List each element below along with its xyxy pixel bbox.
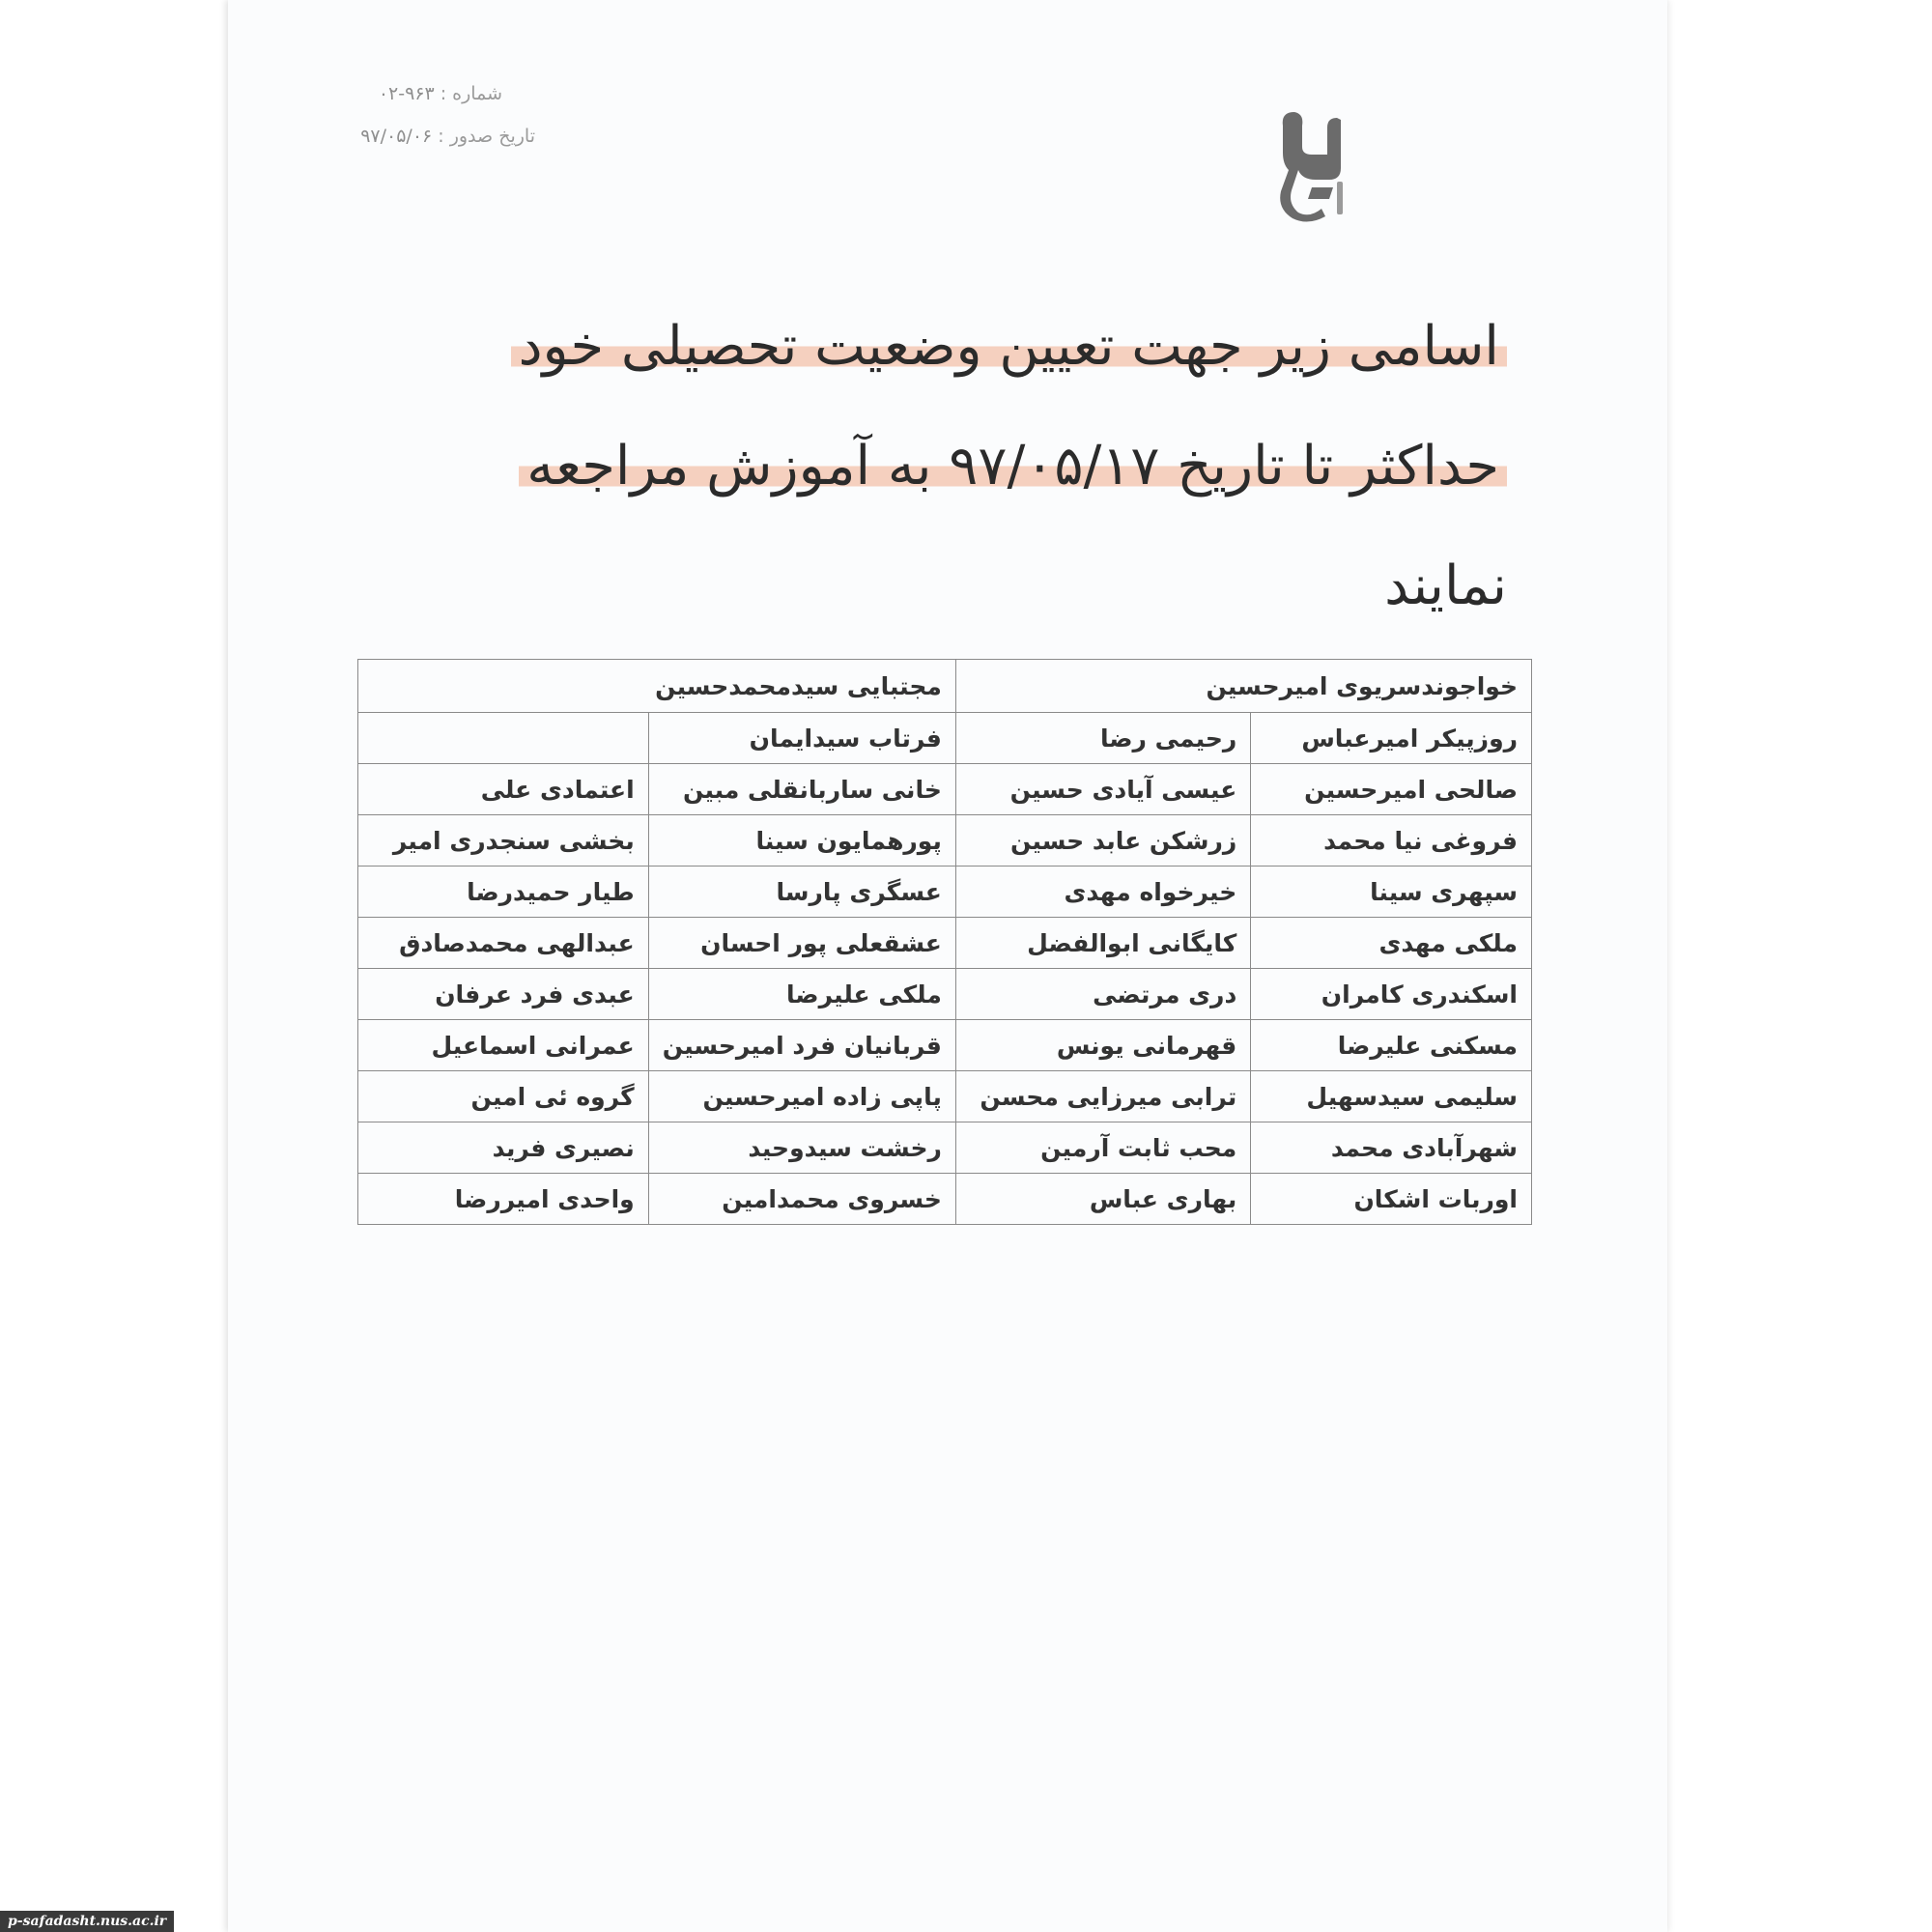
table-row: [358, 660, 1532, 713]
issue-date: [360, 126, 535, 147]
table-cell: عسگری پارسا: [648, 867, 955, 918]
table-cell: فروغی نیا محمد: [1251, 815, 1532, 867]
table-row: [358, 1122, 1532, 1174]
table-cell: ملکی مهدی: [1251, 918, 1532, 969]
table-cell: کایگانی ابوالفضل: [955, 918, 1250, 969]
table-cell: مجتبایی سیدمحمدحسین: [358, 660, 956, 713]
table-row: [358, 764, 1532, 815]
table-cell: گروه ئی امین: [358, 1071, 649, 1122]
letter-number: [379, 83, 502, 104]
table-row: [358, 713, 1532, 764]
table-cell: عبدی فرد عرفان: [358, 969, 649, 1020]
site-url-badge: p-safadasht.nus.ac.ir: [0, 1911, 174, 1932]
table-cell: بخشی سنجدری امیر: [358, 815, 649, 867]
table-cell: محب ثابت آرمین: [955, 1122, 1250, 1174]
announcement-line-3: نمایند: [1384, 554, 1507, 617]
table-cell: قهرمانی یونس: [955, 1020, 1250, 1071]
table-row: [358, 969, 1532, 1020]
announcement-line-2: حداکثر تا تاریخ ۹۷/۰۵/۱۷ به آموزش مراجعه: [519, 435, 1507, 497]
table-cell: خانی ساربانقلی مبین: [648, 764, 955, 815]
table-cell: ترابی میرزایی محسن: [955, 1071, 1250, 1122]
table-row: [358, 815, 1532, 867]
letter-number-label: شماره :: [440, 83, 502, 104]
table-cell: رحیمی رضا: [955, 713, 1250, 764]
table-cell: زرشکن عابد حسین: [955, 815, 1250, 867]
table-cell: فرتاب سیدایمان: [648, 713, 955, 764]
issue-date-value: ۹۷/۰۵/۰۶: [360, 126, 433, 147]
table-cell: اوربات اشکان: [1251, 1174, 1532, 1225]
letter-number-value: ۹۶۳-۰۲: [378, 83, 435, 104]
table-cell: عشقعلی پور احسان: [648, 918, 955, 969]
table-cell: قربانیان فرد امیرحسین: [648, 1020, 955, 1071]
table-row: [358, 1020, 1532, 1071]
announcement-line-1: اسامی زیر جهت تعیین وضعیت تحصیلی خود: [511, 315, 1507, 378]
table-cell: سپهری سینا: [1251, 867, 1532, 918]
table-cell: خیرخواه مهدی: [955, 867, 1250, 918]
table-cell: عبدالهی محمدصادق: [358, 918, 649, 969]
table-cell: شهرآبادی محمد: [1251, 1122, 1532, 1174]
table-cell: [358, 713, 649, 764]
table-cell: اعتمادی علی: [358, 764, 649, 815]
table-row: [358, 1174, 1532, 1225]
table-cell: بهاری عباس: [955, 1174, 1250, 1225]
table-cell: عیسی آیادی حسین: [955, 764, 1250, 815]
table-cell: اسکندری کامران: [1251, 969, 1532, 1020]
table-cell: پورهمایون سینا: [648, 815, 955, 867]
table-cell: خواجوندسریوی امیرحسین: [955, 660, 1531, 713]
table-cell: دری مرتضی: [955, 969, 1250, 1020]
table-cell: رخشت سیدوحید: [648, 1122, 955, 1174]
table-cell: عمرانی اسماعیل: [358, 1020, 649, 1071]
table-row: [358, 867, 1532, 918]
table-cell: واحدی امیررضا: [358, 1174, 649, 1225]
table-cell: مسکنی علیرضا: [1251, 1020, 1532, 1071]
table-cell: روزپیکر امیرعباس: [1251, 713, 1532, 764]
table-cell: خسروی محمدامین: [648, 1174, 955, 1225]
table-cell: پاپی زاده امیرحسین: [648, 1071, 955, 1122]
student-names-table: [357, 659, 1532, 1225]
table-cell: صالحی امیرحسین: [1251, 764, 1532, 815]
university-logo-icon: [1273, 106, 1347, 222]
table-cell: سلیمی سیدسهیل: [1251, 1071, 1532, 1122]
table-cell: طیار حمیدرضا: [358, 867, 649, 918]
table-cell: نصیری فرید: [358, 1122, 649, 1174]
table-cell: ملکی علیرضا: [648, 969, 955, 1020]
table-row: [358, 918, 1532, 969]
table-row: [358, 1071, 1532, 1122]
issue-date-label: تاریخ صدور :: [438, 126, 535, 147]
